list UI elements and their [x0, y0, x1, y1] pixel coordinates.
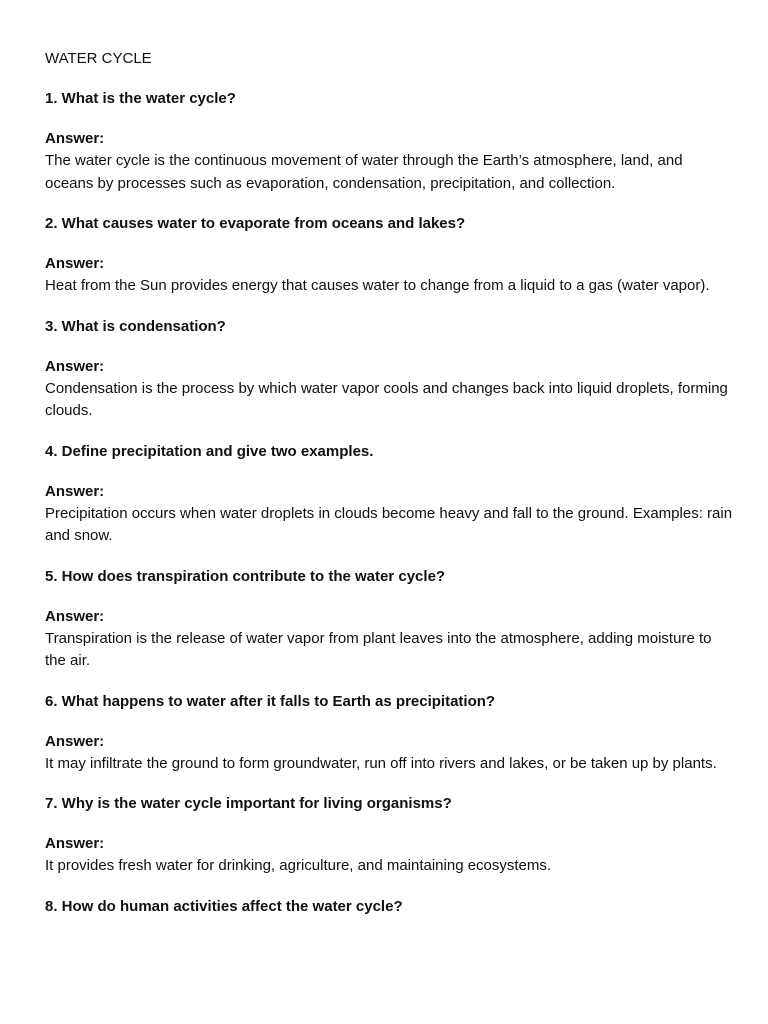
answer-text-5: Transpiration is the release of water vapor from plant leaves into the atmosphere, adding moisture to the air. — [45, 629, 712, 669]
answer-text-7: It provides fresh water for drinking, agriculture, and maintaining ecosystems. — [45, 857, 552, 874]
document-title: WATER CYCLE — [45, 50, 152, 67]
question-8: 8. How do human activities affect the water cycle? — [45, 897, 403, 915]
question-1: 1. What is the water cycle? — [45, 90, 236, 107]
question-7: 7. Why is the water cycle important for living organisms? — [45, 795, 452, 812]
qa-item-2 — [45, 213, 735, 298]
answer-text-1: The water cycle is the continuous movement of water through the Earth’s atmosphere, land, and oceans by processes such as evaporation, condensation, precipitation, and collection. — [45, 152, 683, 192]
answer-label-6: Answer: — [45, 732, 105, 750]
qa-item-6 — [45, 691, 735, 776]
qa-item-1 — [45, 88, 735, 195]
qa-item-3 — [45, 316, 735, 423]
answer-text-6: It may infiltrate the ground to form groundwater, run off into rivers and lakes, or be taken up by plants. — [45, 754, 717, 772]
question-4: 4. Define precipitation and give two examples. — [45, 442, 374, 460]
answer-text-2: Heat from the Sun provides energy that causes water to change from a liquid to a gas (water vapor). — [45, 277, 710, 294]
answer-label-4: Answer: — [45, 482, 105, 500]
answer-label-5: Answer: — [45, 607, 105, 625]
answer-text-3: Condensation is the process by which water vapor cools and changes back into liquid droplets, forming clouds. — [45, 379, 728, 419]
answer-label-3: Answer: — [45, 357, 105, 375]
answer-text-4: Precipitation occurs when water droplets in clouds become heavy and fall to the ground. Examples: rain and snow. — [45, 504, 733, 544]
document-page — [45, 48, 735, 936]
answer-label-1: Answer: — [45, 130, 105, 147]
qa-item-5 — [45, 566, 735, 673]
question-6: 6. What happens to water after it falls to Earth as precipitation? — [45, 692, 496, 710]
answer-label-2: Answer: — [45, 255, 105, 272]
question-5: 5. How does transpiration contribute to the water cycle? — [45, 567, 446, 585]
qa-item-8 — [45, 896, 735, 918]
qa-item-7 — [45, 793, 735, 878]
question-2: 2. What causes water to evaporate from oceans and lakes? — [45, 215, 466, 232]
answer-label-7: Answer: — [45, 835, 105, 852]
qa-item-4 — [45, 441, 735, 548]
question-3: 3. What is condensation? — [45, 317, 226, 335]
